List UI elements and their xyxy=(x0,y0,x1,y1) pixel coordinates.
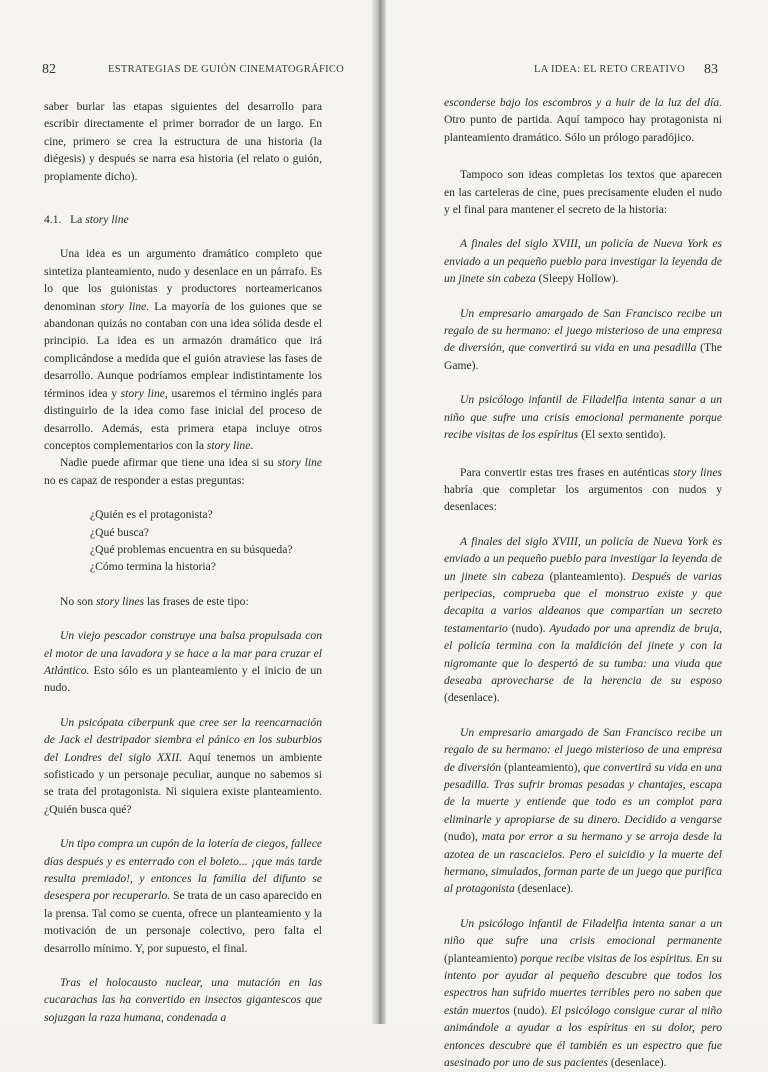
text-run: Esto sólo es un planteamiento y el inicio de un nudo. xyxy=(44,663,322,695)
text-run-italic: Un empresario amargado de San Francisco recibe un regalo de su hermano: el juego misterioso de una empresa de diversión xyxy=(444,725,722,774)
text-run: Nadie puede afirmar que tiene una idea si su xyxy=(60,456,278,470)
text-run: las frases de este tipo: xyxy=(144,594,249,608)
text-run-italic: porque recibe visitas de los espíritus. En su intento por ayudar al pequeño descubre que todos los espectros han sufrido muertes terribles pero no saben que están muertos xyxy=(444,951,722,1017)
question-item: ¿Cómo termina la historia? xyxy=(90,560,216,574)
left-page-body xyxy=(44,98,322,1026)
text-run: (The Game). xyxy=(444,341,722,372)
text-run: no es capaz de responder a estas preguntas: xyxy=(44,473,245,487)
book-gutter xyxy=(372,0,386,1024)
text-run-italic: A finales del siglo XVIII, un policía de Nueva York es enviado a un pequeño pueblo para investigar la leyenda de un jinete sin cabeza xyxy=(444,237,722,286)
non-story-lines-intro xyxy=(44,593,322,610)
text-run: (desenlace). xyxy=(607,1056,667,1070)
example-fisherman xyxy=(44,627,322,697)
text-run: (Sleepy Hollow). xyxy=(535,272,619,286)
text-run-italic: que convertirá su vida en una pesadilla. Tras sufrir bromas pesadas y chantajes, escapa de la muerte y entiende que todo es un complot para eliminarle y apropiarse de su dinero. Decidido a vengarse xyxy=(444,760,722,826)
text-run: (nudo). xyxy=(509,1003,552,1017)
text-run: No son xyxy=(60,594,97,608)
section-heading xyxy=(44,211,322,228)
section-number: 4.1. xyxy=(44,213,62,227)
text-run-italic: story line xyxy=(120,386,165,400)
text-run-italic: story line xyxy=(206,438,251,452)
text-run: (planteamiento), xyxy=(501,760,584,774)
example-cyberpunk xyxy=(44,714,322,818)
text-run: (planteamiento). xyxy=(543,569,632,583)
text-run: (El sexto sentido). xyxy=(578,428,666,442)
text-run: Para convertir estas tres frases en auténticas xyxy=(460,465,674,479)
text-run: . La mayoría de los guiones que se abandonan quizás no contaban con una idea sólida desde el principio. La idea es un armazón dramático que irá complicándose a medida que el guión atraviese las fases de desarrollo. Aunque podríamos emplear indistintamente los términos idea y xyxy=(44,299,322,400)
question-item: ¿Qué problemas encuentra en su búsqueda? xyxy=(90,542,293,556)
short-sixth-sense xyxy=(444,391,722,443)
text-run-italic: Un psicólogo infantil de Filadelfia intenta sanar a un niño que sufre una crisis emocional permanente xyxy=(444,916,722,948)
text-run-italic: Un tipo compra un cupón de la lotería de ciegos, fallece días después y es enterrado con el boleto... ¡que más tarde resulta premiado!, y entonces la familia del difunto se desespera por recuperarlo. xyxy=(44,837,322,903)
question-item: ¿Qué busca? xyxy=(90,525,149,539)
text-run: (planteamiento) xyxy=(444,951,521,965)
right-page-body xyxy=(444,94,722,1072)
story-line-definition xyxy=(44,245,322,454)
question-item: ¿Quién es el protagonista? xyxy=(90,508,213,522)
billboard-paragraph: Tampoco son ideas completas los textos que aparecen en las carteleras de cine, pues precisamente eluden el nudo y el final para mantener el secreto de la historia: xyxy=(444,168,722,217)
text-run: (desenlace). xyxy=(444,691,500,705)
text-run-italic: Después de varias peripecias, comprueba que el monstruo existe y que decapita a varios aldeanos que compartían un secreto testamentario xyxy=(444,569,723,635)
text-run: Otro punto de partida. Aquí tampoco hay protagonista ni planteamiento dramático. Sólo un prólogo paradójico. xyxy=(444,113,722,144)
text-run: (desenlace). xyxy=(514,882,574,896)
short-sleepy-hollow xyxy=(444,235,722,287)
text-run: (nudo). xyxy=(507,621,550,635)
text-run: , usaremos el término inglés para distinguirlo de la idea como fase inicial del proceso de desarrollo. Además, esta primera etapa incluye otros conceptos complementarios con la xyxy=(44,386,322,452)
example-cockroaches xyxy=(44,974,322,1026)
text-run: Se trata de un caso aparecido en la prensa. Tal como se cuenta, ofrece un planteamiento y la motivación de un personaje colectivo, pero falta el desarrollo mínimo. Y, por supuesto, el final. xyxy=(44,889,322,955)
text-run-italic: story line xyxy=(100,299,147,313)
long-sleepy-hollow xyxy=(444,533,722,707)
example-lottery xyxy=(44,835,322,957)
text-run-italic: story line xyxy=(277,456,322,470)
left-page-number: 82 xyxy=(42,62,56,77)
text-run-italic: story lines xyxy=(673,465,722,479)
text-run-italic: Un empresario amargado de San Francisco recibe un regalo de su hermano: el juego misterioso de una empresa de diversión, que convertirá su vida en una pesadilla xyxy=(444,306,722,355)
right-running-head: LA IDEA: EL RETO CREATIVO xyxy=(534,64,685,75)
text-run: Una idea es un argumento dramático completo que sintetiza planteamiento, nudo y desenlace en un párrafo. Es lo que los guionistas y productores norteamericanos denominan xyxy=(44,247,322,313)
text-run-italic: esconderse bajo los escombros y a huir de la luz del día. xyxy=(444,96,722,109)
left-running-head: ESTRATEGIAS DE GUIÓN CINEMATOGRÁFICO xyxy=(108,64,345,75)
text-run-italic: A finales del siglo XVIII, un policía de Nueva York es enviado a un pequeño pueblo para investigar la leyenda de un jinete sin cabeza xyxy=(444,534,722,583)
section-title-italic: story line xyxy=(85,213,129,227)
convert-paragraph xyxy=(444,464,722,516)
section-title-pre: La xyxy=(70,213,86,227)
text-run-italic: story lines xyxy=(96,594,145,608)
questions-intro xyxy=(44,454,322,489)
long-the-game xyxy=(444,724,722,898)
text-run-italic: Un psicópata ciberpunk que cree ser la reencarnación de Jack el destripador siembra el pánico en los suburbios del Londres del siglo XXII. xyxy=(44,715,322,764)
intro-paragraph: saber burlar las etapas siguientes del desarrollo para escribir directamente el primer borrador de un largo. En cine, primero se crea la estructura de una historia (la diégesis) y después se narra esa historia (el relato o guión, propiamente dicho). xyxy=(44,100,322,183)
text-run: habría que completar los argumentos con nudos y desenlaces: xyxy=(444,482,722,514)
right-page-number: 83 xyxy=(704,62,718,77)
text-run: . xyxy=(250,438,254,452)
text-run-italic: Un viejo pescador construye una balsa propulsada con el motor de una lavadora y se hace a la mar para cruzar el Atlántico. xyxy=(44,629,322,677)
short-the-game xyxy=(444,305,722,375)
text-run: Aquí tenemos un ambiente sofisticado y un personaje peculiar, aunque no sabemos si se trata del protagonista. Ni siquiera existe planteamiento. ¿Quién busca qué? xyxy=(44,750,322,816)
text-run-italic: Ayudado por una aprendiz de bruja, el policía termina con la maldición del jinete y con la nigromante que lo despertó de su tumba: una viuda que deseaba aprovecharse de la herencia de su esposo xyxy=(444,621,722,687)
text-run-italic: Tras el holocausto nuclear, una mutación en las cucarachas las ha convertido en insectos gigantescos que sojuzgan la raza humana, condenada a xyxy=(44,976,322,1024)
long-sixth-sense xyxy=(444,915,722,1072)
text-run-italic: Un psicólogo infantil de Filadelfia intenta sanar a un niño que sufre una crisis emocional permanente porque recibe visitas de los espíritus xyxy=(444,393,722,442)
continued-example xyxy=(444,94,722,146)
text-run-italic: mata por error a su hermano y se arroja desde la azotea de un rascacielos. Pero el suicidio y la muerte del hermano, simulados, forman parte de un juego que purifica al protagonista xyxy=(444,830,722,896)
text-run-italic: El psicólogo consigue curar al niño animándole a ayudar a los espíritus en su dolor, pero entonces descubre que él también es un espectro que fue asesinado por uno de sus pacientes xyxy=(444,1003,722,1070)
text-run: (nudo), xyxy=(444,830,482,844)
